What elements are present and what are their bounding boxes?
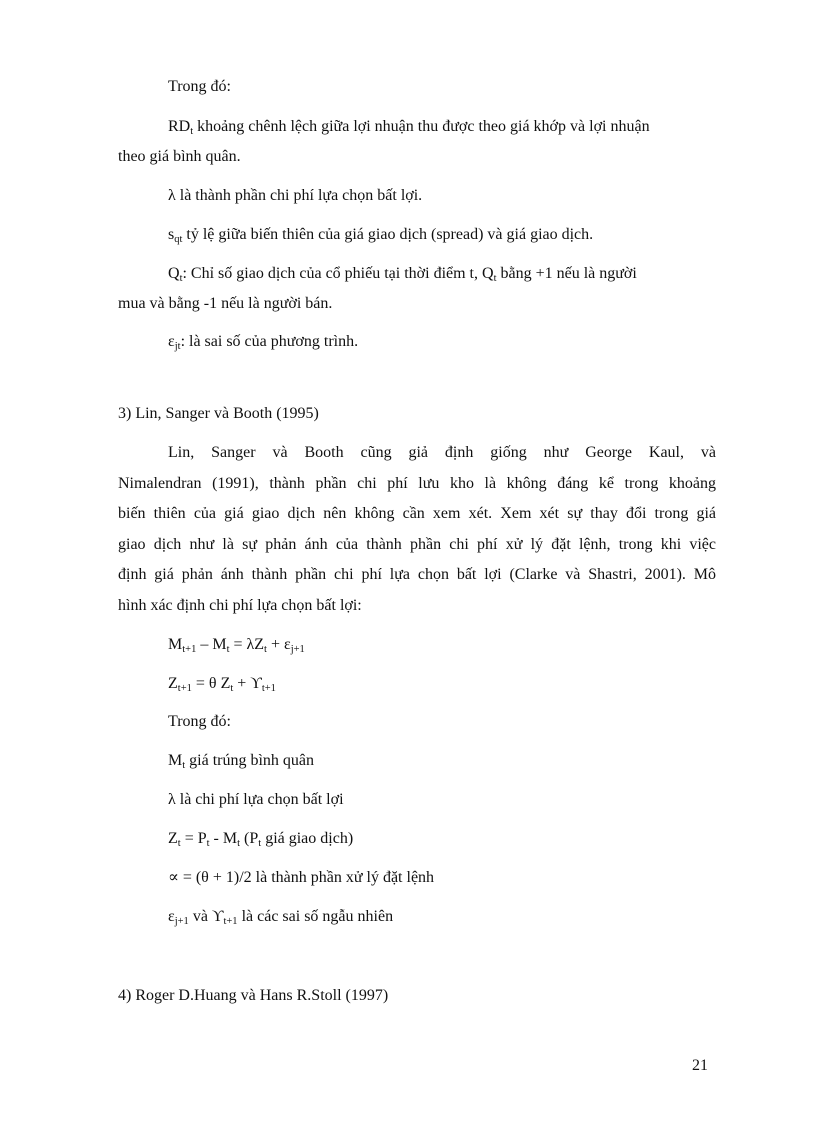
rd-definition-line1: $RD_t$ khoảng chênh lệch giữa lợi nhuận thu được theo giá khớp và lợi nhuận [168,118,650,137]
lambda-definition: λ là chi phí lựa chọn bất lợi [168,791,344,808]
paragraph-line: Lin, Sanger và Booth cũng giả định giống như George Kaul, và [168,444,716,461]
lambda-definition: λ là thành phần chi phí lựa chọn bất lợi. [168,187,423,204]
paragraph-line: hình xác định chi phí lựa chọn bất lợi: [118,597,362,614]
paragraph-line: giao dịch như là sự phản ánh của thành phần chi phí xử lý đặt lệnh, trong khi việc [118,536,716,553]
equation-2: $Z_{t+1} = \theta$ $Z_t + ϒ_{t+1}$ [168,675,276,694]
paragraph-line: biến thiên của giá giao dịch nên không cần xem xét. Xem xét sự thay đổi trong giá [118,505,716,522]
where-label: Trong đó: [168,78,231,95]
error-definition: $\varepsilon_{j+1}$ và $ϒ_{t+1}$ là các sai số ngẫu nhiên [168,908,394,927]
q-definition-line2: mua và bằng -1 nếu là người bán. [118,295,333,312]
q-definition-line1: $Q_t$: Chỉ số giao dịch của cổ phiếu tại thời điểm t, $Q_t$ bằng +1 nếu là người [168,265,637,284]
sqt-definition: $s_{qt}$ tỷ lệ giữa biến thiên của giá giao dịch (spread) và giá giao dịch. [168,226,594,245]
m-definition: $M_t$ giá trúng bình quân [168,752,315,771]
page-number: 21 [692,1057,708,1074]
rd-definition-line2: theo giá bình quân. [118,148,241,165]
paragraph-line: Nimalendran (1991), thành phần chi phí lưu kho là không đáng kể trong khoảng [118,475,716,492]
z-definition: $Z_t = P_t - M_t$ ($P_t$ giá giao dịch) [168,830,354,849]
section-heading-lin-sanger-booth: 3) Lin, Sanger và Booth (1995) [118,405,319,422]
equation-1: $M_{t+1} - M_t = \lambda Z_t + \varepsilon_{j+1}$ [168,636,305,655]
paragraph-line: định giá phản ánh thành phần chi phí lựa chọn bất lợi (Clarke và Shastri, 2001). Mô [118,566,716,583]
section-heading-huang-stoll: 4) Roger D.Huang và Hans R.Stoll (1997) [118,987,389,1004]
alpha-definition: ∝ = (θ + 1)/2 là thành phần xử lý đặt lệnh [168,869,435,886]
epsilon-definition: $\varepsilon_{jt}$: là sai số của phương trình. [168,333,359,352]
where-label: Trong đó: [168,713,231,730]
